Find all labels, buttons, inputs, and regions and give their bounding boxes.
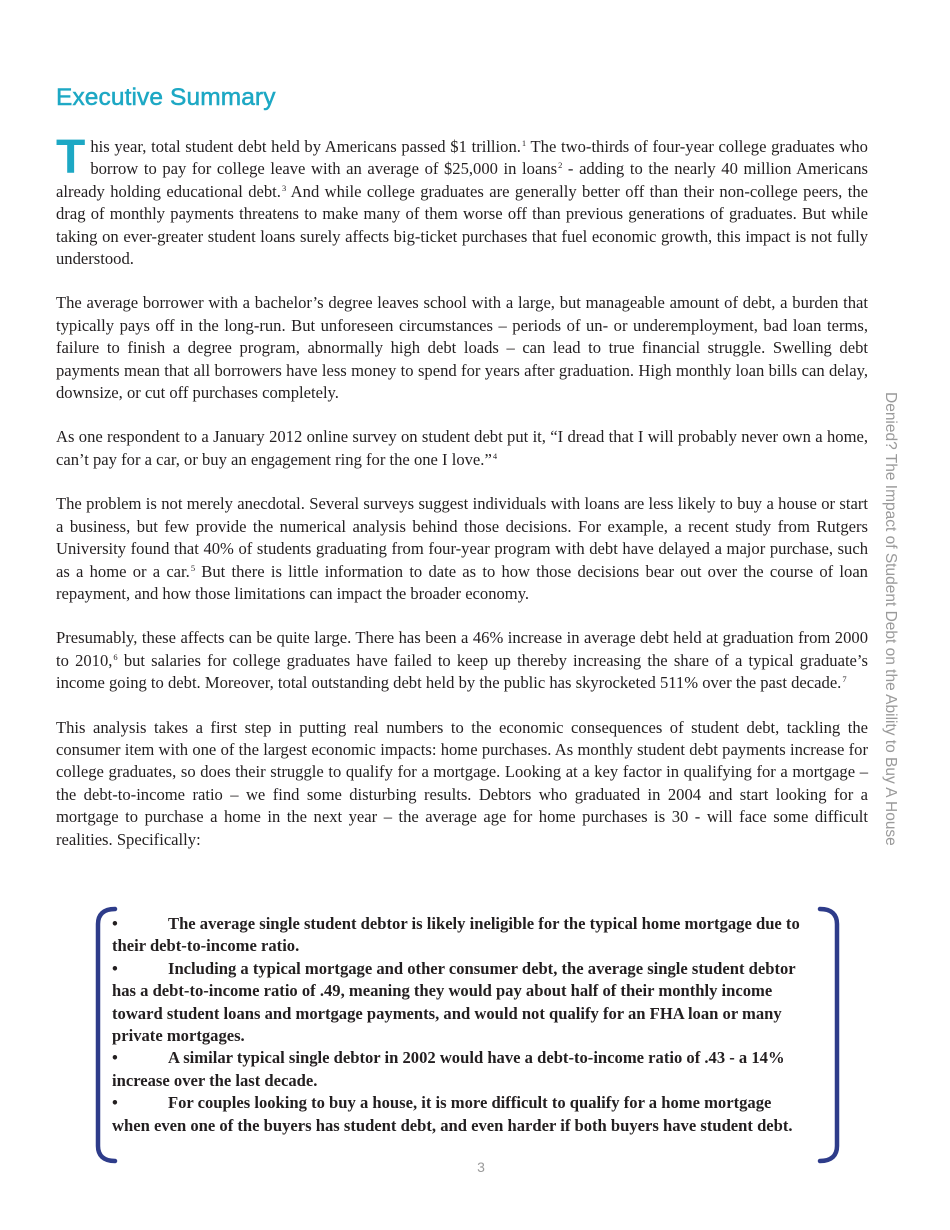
anecdotal-text-a: The problem is not merely anecdotal. Several surveys suggest individuals with loans are less likely to buy a house or start a business, but few provide the numerical analysis behind those decisions. For example, a recent study from Rutgers University found that 40% of students graduating from four-year program with debt have delayed a major purchase, such as a home or a car. [56, 494, 868, 581]
paragraph-anecdotal [56, 493, 868, 605]
bullet-marker: • [112, 1048, 118, 1068]
paragraph-analysis: This analysis takes a first step in putting real numbers to the economic consequences of student debt, tackling the consumer item with one of the largest economic impacts: home purchases. As monthly student debt payments increase for college graduates, so does their struggle to qualify for a mortgage. Looking at a key factor in qualifying for a mortgage – the debt-to-income ratio – we find some disturbing results. Debtors who graduated in 2004 and start looking for a mortgage to purchase a home in the next year – the average age for home purchases is 30 - will face some difficult realities. Specifically: [56, 717, 868, 849]
footnote-ref-3[interactable]: 3 [281, 182, 287, 193]
anecdotal-text-b: But there is little information to date as to how those decisions bear out over the course of loan repayment, and how those limitations can impact the broader economy. [56, 561, 868, 603]
paragraph-debt-increase [56, 627, 868, 694]
page-title: Executive Summary [56, 84, 276, 111]
page-number: 3 [477, 1159, 485, 1175]
footnote-ref-7[interactable]: 7 [842, 674, 847, 685]
debt-increase-text-b: but salaries for college graduates have failed to keep up thereby increasing the share of a typical graduate’s income going to debt. Moreover, total outstanding debt held by the public has skyrocketed 511% over the past decade. [56, 650, 868, 693]
debt-increase-text-a: Presumably, these affects can be quite large. There has been a 46% increase in average debt held at graduation from 2000 to 2010, [56, 628, 868, 670]
survey-quote-text: As one respondent to a January 2012 online survey on student debt put it, “I dread that I will probably never own a home, can’t pay for a car, or buy an engagement ring for the one I love.” [56, 427, 868, 469]
footnote-ref-2[interactable]: 2 [558, 160, 563, 171]
footnote-ref-1[interactable]: 1 [521, 138, 527, 148]
drop-cap: T [56, 131, 86, 184]
paragraph-survey-quote [56, 426, 868, 471]
intro-text-b: The two-thirds of four-year college graduates who borrow to pay for college leave with an average of $25,000 in loans [90, 137, 868, 179]
running-title [878, 392, 900, 846]
intro-text-d: And while college graduates are generally better off than their non-college peers, the drag of monthly payments threatens to make many of them worse off than previous generations of graduates. But while taking on ever-greater student loans surely affects big-ticket purchases that fuel economic growth, this impact is not fully understood. [56, 181, 868, 269]
paragraph-intro [56, 131, 868, 270]
footnote-ref-4[interactable]: 4 [492, 450, 498, 461]
list-item-text: Including a typical mortgage and other consumer debt, the average single student debtor has a debt-to-income ratio of .49, meaning they would pay about half of their monthly income toward student loans and mortgage payments, and would not qualify for an FHA loan or many private mortgages. [112, 958, 796, 1046]
list-item-text: A similar typical single debtor in 2002 would have a debt-to-income ratio of .43 - a 14% increase over the last decade. [112, 1048, 785, 1090]
list-item-text: For couples looking to buy a house, it is more difficult to qualify for a home mortgage when even one of the buyers has student debt, and even harder if both buyers have student debt. [112, 1093, 793, 1135]
bullet-marker: • [112, 1093, 118, 1113]
footnote-ref-6[interactable]: 6 [113, 651, 118, 662]
footnote-ref-5[interactable]: 5 [190, 562, 196, 573]
list-item-text: The average single student debtor is likely ineligible for the typical home mortgage due to their debt-to-income ratio. [112, 914, 800, 956]
intro-text-c: - adding to the nearly 40 million Americans already holding educational debt. [56, 159, 868, 201]
bullet-marker: • [112, 914, 118, 933]
body-text [56, 131, 868, 873]
key-findings-list [112, 913, 812, 1137]
list-item [112, 1092, 812, 1137]
key-findings-box [95, 906, 840, 1164]
right-bracket [816, 906, 840, 1164]
paragraph-average-borrower: The average borrower with a bachelor’s degree leaves school with a large, but manageable amount of debt, a burden that typically pays off in the long-run. But unforeseen circumstances – periods of un- or underemployment, bad loan terms, failure to finish a degree program, abnormally high debt loads – can lead to true financial struggle. Swelling debt payments mean that all borrowers have less money to spend for years after graduation. High monthly loan bills can delay, downsize, or cut off purchases completely. [56, 293, 868, 403]
intro-text-a: his year, total student debt held by Americans passed $1 trillion. [90, 137, 521, 156]
running-title-text: Denied? The Impact of Student Debt on the Ability to Buy A House [882, 392, 899, 846]
bullet-marker: • [112, 958, 118, 978]
list-item [112, 958, 812, 1048]
list-item [112, 913, 812, 958]
list-item [112, 1047, 812, 1092]
